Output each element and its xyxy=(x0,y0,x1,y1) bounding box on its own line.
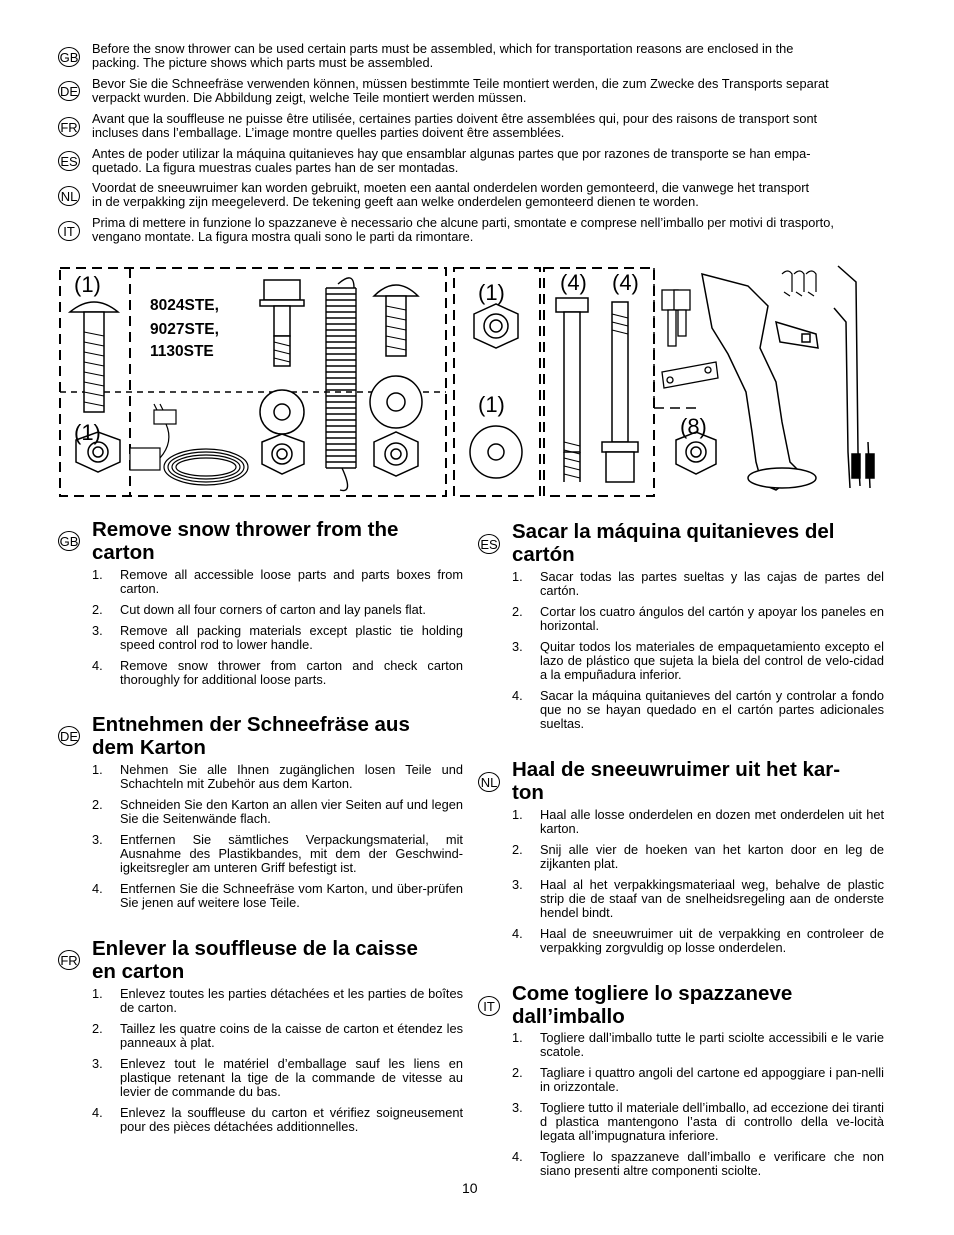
step-text: Remove all packing materials except plastic tie holding speed control rod to lower handle. xyxy=(120,623,463,652)
intro-line: quetado. La figura muestras cuales partes han de ser montadas. xyxy=(92,160,459,175)
step-number: 3. xyxy=(92,1056,103,1071)
step-text: Togliere dall’imballo tutte le parti sciolte accessibili e le varie scatole. xyxy=(540,1030,884,1059)
title-line: dem Karton xyxy=(92,736,206,759)
step-item xyxy=(512,1150,884,1178)
step-text: Tagliare i quattro angoli del cartone ed appoggiare i pan-nelli in orizzontale. xyxy=(540,1065,884,1094)
steps-es xyxy=(512,570,884,738)
step-item xyxy=(512,1066,884,1094)
step-item xyxy=(92,568,463,596)
shear-pins xyxy=(662,290,690,346)
lang-badge-de: DE xyxy=(58,726,80,746)
step-item xyxy=(92,624,463,652)
step-text: Haal alle losse onderdelen en dozen met onderdelen uit het karton. xyxy=(540,807,884,836)
intro-text-it xyxy=(92,216,884,244)
hex-bolt-long-2 xyxy=(602,302,638,482)
step-text: Schneiden Sie den Karton an allen vier Seiten auf und legen Sie die Seitenwände flach. xyxy=(120,797,463,826)
step-text: Enlevez la souffleuse du carton et vérifiez soigneusement pour des pièces détachées additionnelles. xyxy=(120,1105,463,1134)
callout-label: (1) xyxy=(74,272,101,297)
steps-it xyxy=(512,1031,884,1185)
model-number: 1130STE xyxy=(150,343,214,360)
steps-gb xyxy=(92,568,463,694)
extension-spring xyxy=(326,278,356,491)
intro-badge-es: ES xyxy=(58,151,80,171)
steps-fr xyxy=(92,987,463,1141)
intro-line: Avant que la souffleuse ne puisse être utilisée, certaines parties doivent être assemblées qui, pour des raisons de transport sont xyxy=(92,111,818,126)
step-number: 4. xyxy=(92,1105,103,1120)
section-title-de xyxy=(92,713,410,759)
title-line: ton xyxy=(512,781,544,804)
step-text: Sacar todas las partes sueltas y las cajas de partes del cartón. xyxy=(540,569,884,598)
step-number: 2. xyxy=(512,1065,523,1080)
step-item xyxy=(512,689,884,731)
intro-badge-de: DE xyxy=(58,81,80,101)
intro-badge-fr: FR xyxy=(58,117,80,137)
step-number: 4. xyxy=(92,881,103,896)
intro-badge-it: IT xyxy=(58,221,80,241)
title-line: Sacar la máquina quitanieves del xyxy=(512,520,835,543)
flange-bolt xyxy=(260,280,304,366)
discharge-chute xyxy=(702,274,818,490)
step-item xyxy=(92,987,463,1015)
intro-text-fr xyxy=(92,112,884,140)
lang-badge-gb: GB xyxy=(58,531,80,551)
step-number: 1. xyxy=(512,1030,523,1045)
step-number: 3. xyxy=(92,832,103,847)
callout-label: (1) xyxy=(478,392,505,417)
intro-line: vengano montate. La figura mostra quali sono le parti da rimontare. xyxy=(92,229,474,244)
lang-badge-fr: FR xyxy=(58,950,80,970)
step-item xyxy=(512,843,884,871)
callout-label: (4) xyxy=(612,270,639,295)
step-item xyxy=(92,833,463,875)
carriage-bolt-1 xyxy=(70,302,118,412)
intro-line: packing. The picture shows which parts must be assembled. xyxy=(92,55,434,70)
intro-text-nl xyxy=(92,181,884,209)
extension-cord xyxy=(130,404,248,485)
step-text: Enlevez toutes les parties détachées et les parties de boîtes de carton. xyxy=(120,986,463,1015)
title-line: cartón xyxy=(512,543,575,566)
callout-label: (4) xyxy=(560,270,587,295)
step-text: Quitar todos los materiales de empaquetamiento excepto el lazo de plástico que sujeta la biela del control de velo-cidad a la empuñadura inferior. xyxy=(540,639,884,682)
step-item xyxy=(92,659,463,687)
step-number: 2. xyxy=(92,1021,103,1036)
step-number: 2. xyxy=(512,604,523,619)
step-text: Sacar la máquina quitanieves del cartón y controlar a fondo que no se hayan quedado en el cartón partes adicionales sueltas. xyxy=(540,688,884,731)
hex-nut-3 xyxy=(374,432,418,476)
step-number: 4. xyxy=(92,658,103,673)
step-text: Cut down all four corners of carton and lay panels flat. xyxy=(120,602,426,617)
steps-de xyxy=(92,763,463,917)
bracket-plate xyxy=(662,362,718,388)
title-line: en carton xyxy=(92,960,185,983)
step-text: Snij alle vier de hoeken van het karton door en leg de zijkanten plat. xyxy=(540,842,884,871)
callout-label: (8) xyxy=(680,414,707,439)
title-line: dall’imballo xyxy=(512,1005,625,1028)
carriage-bolt-2 xyxy=(374,285,418,356)
step-number: 2. xyxy=(92,602,103,617)
intro-line: Voordat de sneeuwruimer kan worden gebruikt, moeten een aantal onderdelen worden gemonteerd, die vanwege het transport xyxy=(92,180,810,195)
hex-nut-2 xyxy=(262,434,304,474)
step-text: Togliere lo spazzaneve dall’imballo e verificare che non siano presenti altre componenti sciolte. xyxy=(540,1149,884,1178)
flat-washer-3 xyxy=(470,426,522,478)
intro-badge-nl: NL xyxy=(58,186,80,206)
step-text: Enlevez tout le matériel d’emballage sauf les liens en plastique retenant la tige de la commande de vitesse au levier de commande du bas. xyxy=(120,1056,463,1099)
step-number: 4. xyxy=(512,1149,523,1164)
step-text: Togliere tutto il materiale dell’imballo, ad eccezione dei tiranti d plastica mantengono l’asta di controllo della ve-locità legata all’impugnatura inferiore. xyxy=(540,1100,884,1143)
section-title-fr xyxy=(92,937,418,983)
step-number: 1. xyxy=(92,762,103,777)
title-line: Remove snow thrower from the xyxy=(92,518,399,541)
step-item xyxy=(512,605,884,633)
parts-illustration xyxy=(56,262,892,502)
intro-line: Antes de poder utilizar la máquina quitanieves hay que ensamblar algunas partes que por razones de transporte se han empa- xyxy=(92,146,811,161)
step-text: Haal al het verpakkingsmateriaal weg, behalve de plastic strip die de staaf van de snelheidsregeling aan de onderste hendel bindt. xyxy=(540,877,884,920)
step-text: Haal de sneeuwruimer uit de verpakking en controleer de verpakking zorgvuldig op losse onderdelen. xyxy=(540,926,884,955)
step-text: Entfernen Sie sämtliches Verpackungsmaterial, mit Ausnahme des Plastikbandes, mit dem der Geschwind-igkeitsregler am unteren Griff befestigt ist. xyxy=(120,832,463,875)
intro-line: verpackt wurden. Die Abbildung zeigt, welche Teile montiert werden müssen. xyxy=(92,90,527,105)
lang-badge-it: IT xyxy=(478,996,500,1016)
step-number: 1. xyxy=(512,569,523,584)
step-item xyxy=(512,808,884,836)
title-line: Haal de sneeuwruimer uit het kar- xyxy=(512,758,841,781)
intro-line: incluses dans l’emballage. L’image montre quelles parties doivent être assemblées. xyxy=(92,125,565,140)
step-item xyxy=(512,1031,884,1059)
title-line: carton xyxy=(92,541,155,564)
step-text: Remove all accessible loose parts and parts boxes from carton. xyxy=(120,567,463,596)
step-text: Taillez les quatre coins de la caisse de carton et étendez les panneaux à plat. xyxy=(120,1021,463,1050)
page-number: 10 xyxy=(462,1180,478,1196)
lock-nut xyxy=(474,304,518,348)
flat-washer-1 xyxy=(260,390,304,434)
step-item xyxy=(92,763,463,791)
step-item xyxy=(512,640,884,682)
step-text: Nehmen Sie alle Ihnen zugänglichen losen Teile und Schachteln mit Zubehör aus dem Karton. xyxy=(120,762,463,791)
step-number: 3. xyxy=(512,1100,523,1115)
step-number: 3. xyxy=(512,877,523,892)
step-item xyxy=(512,927,884,955)
step-number: 1. xyxy=(92,986,103,1001)
step-text: Cortar los cuatro ángulos del cartón y apoyar los paneles en horizontal. xyxy=(540,604,884,633)
step-number: 4. xyxy=(512,926,523,941)
intro-line: Before the snow thrower can be used certain parts must be assembled, which for transportation reasons are enclosed in the xyxy=(92,41,794,56)
intro-text-de xyxy=(92,77,884,105)
callout-label: (1) xyxy=(478,280,505,305)
section-title-gb xyxy=(92,518,398,564)
intro-badge-gb: GB xyxy=(58,47,80,67)
step-text: Remove snow thrower from carton and check carton thoroughly for additional loose parts. xyxy=(120,658,463,687)
callout-label: (1) xyxy=(74,420,101,445)
step-item xyxy=(92,1022,463,1050)
step-number: 4. xyxy=(512,688,523,703)
step-item xyxy=(512,1101,884,1143)
step-number: 1. xyxy=(512,807,523,822)
step-number: 3. xyxy=(512,639,523,654)
step-item xyxy=(92,882,463,910)
flat-washer-2 xyxy=(370,376,422,428)
section-title-es xyxy=(512,520,834,566)
step-text: Entfernen Sie die Schneefräse vom Karton, und über-prüfen Sie jenen auf weitere lose Teile. xyxy=(120,881,463,910)
intro-line: Prima di mettere in funzione lo spazzaneve è necessario che alcune parti, smontate e comprese nell’imballo per motivi di trasporto, xyxy=(92,215,834,230)
steps-nl xyxy=(512,808,884,962)
step-item xyxy=(92,603,463,617)
step-item xyxy=(92,798,463,826)
intro-text-es xyxy=(92,147,884,175)
section-title-nl xyxy=(512,758,840,804)
title-line: Enlever la souffleuse de la caisse xyxy=(92,937,418,960)
step-number: 3. xyxy=(92,623,103,638)
step-item xyxy=(92,1106,463,1134)
intro-text-gb xyxy=(92,42,884,70)
title-line: Entnehmen der Schneefräse aus xyxy=(92,713,410,736)
intro-line: in de verpakking zijn meegeleverd. De tekening geeft aan welke onderdelen gemonteerd dienen te worden. xyxy=(92,194,699,209)
step-item xyxy=(512,878,884,920)
step-item xyxy=(92,1057,463,1099)
step-item xyxy=(512,570,884,598)
section-title-it xyxy=(512,982,792,1028)
step-number: 2. xyxy=(92,797,103,812)
model-number: 9027STE, xyxy=(150,321,219,338)
step-number: 2. xyxy=(512,842,523,857)
lang-badge-nl: NL xyxy=(478,772,500,792)
hairpin-clips xyxy=(782,271,816,296)
model-number: 8024STE, xyxy=(150,297,219,314)
title-line: Come togliere lo spazzaneve xyxy=(512,982,793,1005)
intro-line: Bevor Sie die Schneefräse verwenden können, müssen bestimmte Teile montiert werden, die zum Zwecke des Transports separat xyxy=(92,76,829,91)
hex-bolt-long-1 xyxy=(556,298,588,482)
control-rods xyxy=(834,266,874,488)
step-number: 1. xyxy=(92,567,103,582)
lang-badge-es: ES xyxy=(478,534,500,554)
